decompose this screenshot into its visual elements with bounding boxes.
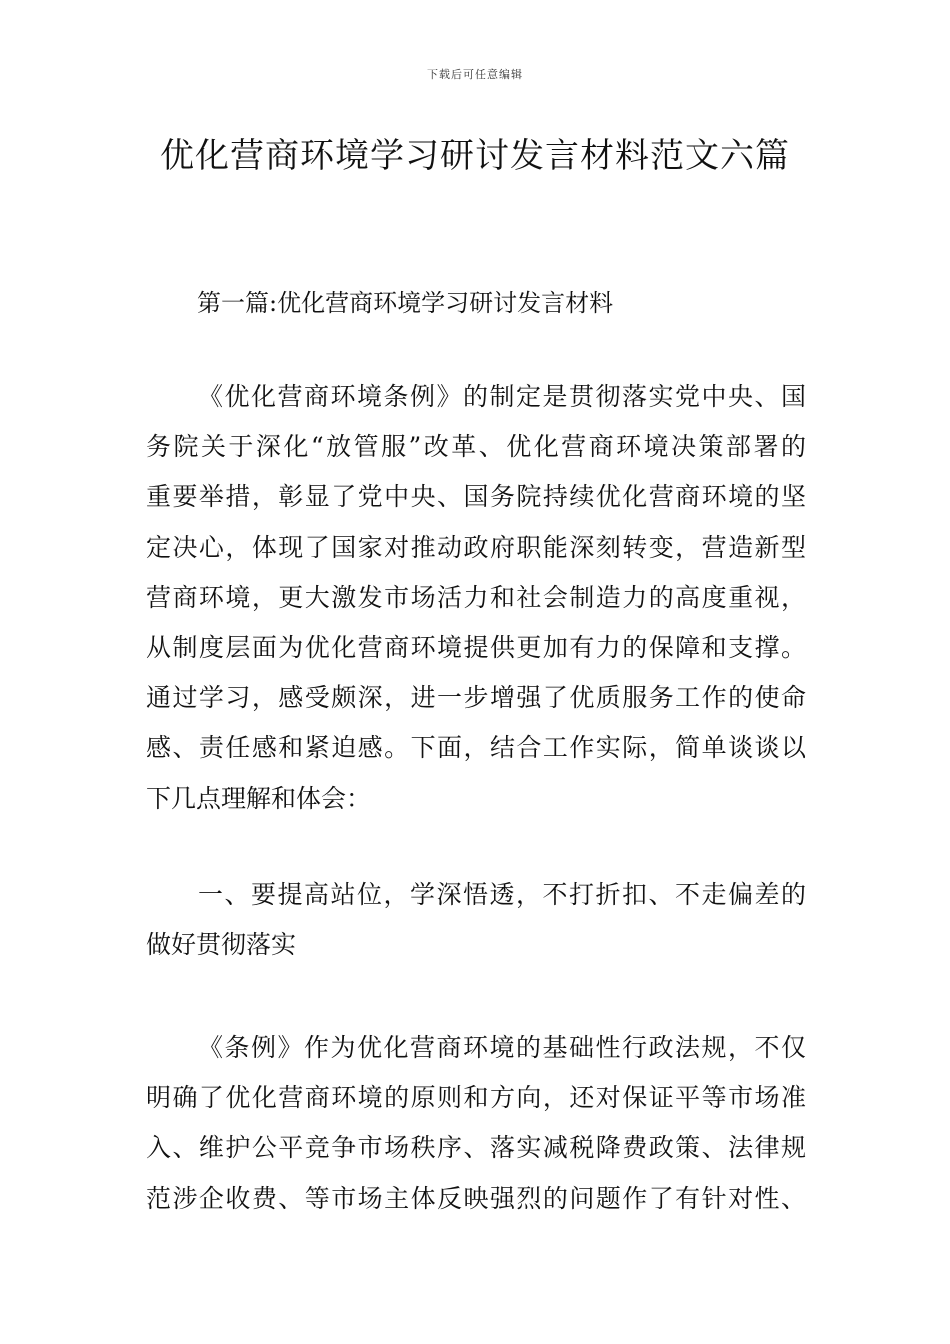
paragraph-intro xyxy=(146,372,806,824)
paragraph-line: 《优化营商环境条例》的制定是贯彻落实党中央、国 xyxy=(198,382,806,411)
paragraph-line: 务院关于深化“放管服”改革、优化营商环境决策部署的 xyxy=(146,432,806,462)
paragraph-line: 从制度层面为优化营商环境提供更加有力的保障和支撑。 xyxy=(146,633,806,663)
header-note: 下载后可任意编辑 xyxy=(427,68,523,81)
point-one-heading xyxy=(146,870,806,970)
section-heading: 第一篇:优化营商环境学习研讨发言材料 xyxy=(197,289,614,317)
document-title: 优化营商环境学习研讨发言材料范文六篇 xyxy=(160,136,790,176)
paragraph-line: 定决心，体现了国家对推动政府职能深刻转变，营造新型 xyxy=(146,532,806,562)
paragraph-regulation xyxy=(146,1023,806,1224)
heading-line: 做好贯彻落实 xyxy=(146,930,297,960)
heading-line: 一、要提高站位，学深悟透，不打折扣、不走偏差的 xyxy=(198,880,806,909)
paragraph-line: 感、责任感和紧迫感。下面，结合工作实际，简单谈谈以 xyxy=(146,733,806,763)
paragraph-line: 营商环境，更大激发市场活力和社会制造力的高度重视， xyxy=(146,582,806,612)
paragraph-line: 重要举措，彰显了党中央、国务院持续优化营商环境的坚 xyxy=(146,482,806,512)
paragraph-line: 下几点理解和体会： xyxy=(146,783,372,813)
paragraph-line: 《条例》作为优化营商环境的基础性行政法规，不仅 xyxy=(198,1033,806,1062)
paragraph-line: 范涉企收费、等市场主体反映强烈的问题作了有针对性、 xyxy=(146,1183,806,1213)
paragraph-line: 通过学习，感受颇深，进一步增强了优质服务工作的使命 xyxy=(146,683,806,713)
paragraph-line: 明确了优化营商环境的原则和方向，还对保证平等市场准 xyxy=(146,1083,806,1113)
paragraph-line: 入、维护公平竞争市场秩序、落实减税降费政策、法律规 xyxy=(146,1133,806,1163)
